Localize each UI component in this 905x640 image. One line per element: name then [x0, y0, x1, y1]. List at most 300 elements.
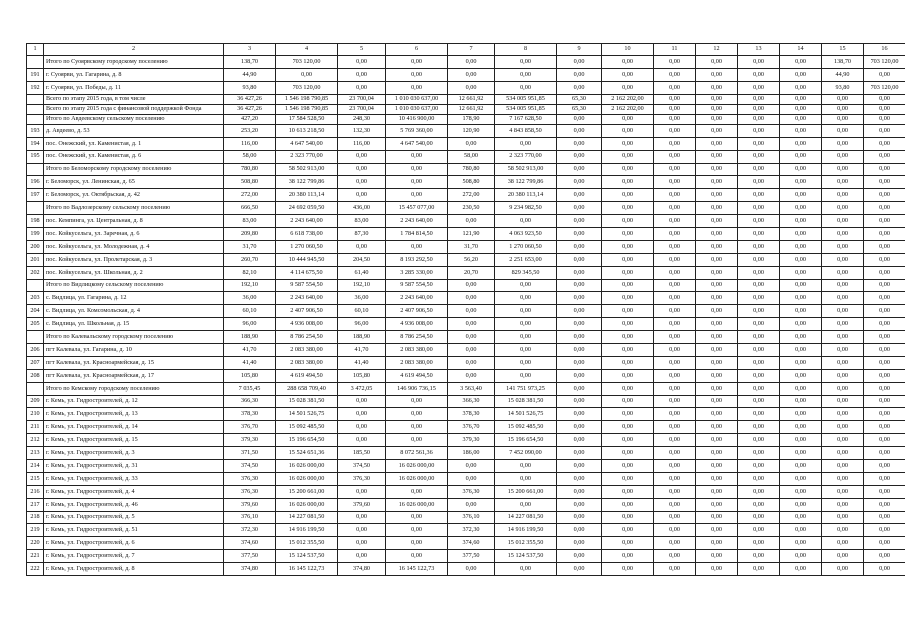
- value-cell: 0,00: [557, 215, 602, 228]
- value-cell: 0,00: [864, 524, 905, 537]
- value-cell: 2 243 640,00: [386, 292, 448, 305]
- value-cell: 0,00: [448, 279, 495, 292]
- value-cell: 41,70: [224, 344, 276, 357]
- value-cell: 0,00: [696, 292, 738, 305]
- value-cell: 0,00: [557, 331, 602, 344]
- value-cell: 0,00: [557, 318, 602, 331]
- value-cell: 0,00: [738, 485, 780, 498]
- value-cell: 0,00: [822, 94, 864, 104]
- value-cell: 0,00: [738, 344, 780, 357]
- value-cell: 192,10: [224, 279, 276, 292]
- value-cell: 0,00: [822, 382, 864, 395]
- value-cell: 0,00: [602, 537, 654, 550]
- value-cell: 0,00: [557, 266, 602, 279]
- value-cell: 15 012 355,50: [495, 537, 557, 550]
- value-cell: 0,00: [696, 460, 738, 473]
- value-cell: 0,00: [780, 369, 822, 382]
- table-row: [27, 292, 905, 305]
- address-cell: Итого по Видлицкому сельскому поселению: [44, 279, 224, 292]
- value-cell: 14 916 199,50: [276, 524, 338, 537]
- value-cell: 0,00: [338, 511, 386, 524]
- value-cell: 0,00: [386, 485, 448, 498]
- value-cell: 0,00: [822, 215, 864, 228]
- value-cell: 0,00: [386, 150, 448, 163]
- address-cell: г. Беломорск, ул. Ленинская, д. 65: [44, 176, 224, 189]
- value-cell: 58 502 913,00: [276, 163, 338, 176]
- value-cell: 4 936 008,00: [386, 318, 448, 331]
- value-cell: 0,00: [780, 81, 822, 94]
- value-cell: 0,00: [696, 382, 738, 395]
- value-cell: 0,00: [557, 81, 602, 94]
- document-page: [26, 43, 899, 576]
- value-cell: 0,00: [495, 137, 557, 150]
- value-cell: 1 010 030 637,00: [386, 104, 448, 114]
- value-cell: 0,00: [557, 563, 602, 576]
- value-cell: 0,00: [654, 331, 696, 344]
- value-cell: 16 026 000,00: [386, 472, 448, 485]
- value-cell: 0,00: [864, 485, 905, 498]
- value-cell: 0,00: [822, 369, 864, 382]
- value-cell: 374,80: [224, 563, 276, 576]
- value-cell: 0,00: [822, 498, 864, 511]
- value-cell: 0,00: [602, 318, 654, 331]
- row-number: 205: [27, 318, 44, 331]
- value-cell: 0,00: [780, 318, 822, 331]
- value-cell: 3 563,40: [448, 382, 495, 395]
- value-cell: 3 472,05: [338, 382, 386, 395]
- value-cell: 0,00: [602, 485, 654, 498]
- value-cell: 0,00: [822, 318, 864, 331]
- address-cell: Итого по Вадлозерскому сельскому поселению: [44, 202, 224, 215]
- value-cell: 0,00: [386, 421, 448, 434]
- value-cell: 0,00: [738, 472, 780, 485]
- value-cell: 0,00: [696, 124, 738, 137]
- value-cell: 0,00: [780, 279, 822, 292]
- value-cell: 7 167 628,50: [495, 114, 557, 124]
- table-row: [27, 215, 905, 228]
- table-row: [27, 550, 905, 563]
- address-cell: Итого по Кемскому городскому поселению: [44, 382, 224, 395]
- value-cell: 0,00: [386, 189, 448, 202]
- value-cell: 0,00: [602, 524, 654, 537]
- value-cell: 0,00: [696, 81, 738, 94]
- value-cell: 0,00: [864, 150, 905, 163]
- value-cell: 1 546 198 790,85: [276, 104, 338, 114]
- subtotal-row: [27, 104, 905, 114]
- value-cell: 0,00: [602, 137, 654, 150]
- value-cell: 0,00: [557, 369, 602, 382]
- value-cell: 0,00: [696, 240, 738, 253]
- value-cell: 0,00: [822, 305, 864, 318]
- value-cell: 0,00: [557, 279, 602, 292]
- value-cell: 0,00: [822, 137, 864, 150]
- value-cell: 0,00: [654, 279, 696, 292]
- table-row: [27, 537, 905, 550]
- value-cell: 0,00: [822, 447, 864, 460]
- value-cell: 0,00: [654, 511, 696, 524]
- row-number: 222: [27, 563, 44, 576]
- address-cell: г. Кемь, ул. Гидростроителей, д. 51: [44, 524, 224, 537]
- value-cell: 374,50: [224, 460, 276, 473]
- value-cell: 0,00: [864, 202, 905, 215]
- value-cell: 83,00: [338, 215, 386, 228]
- value-cell: 15 124 537,50: [495, 550, 557, 563]
- value-cell: 0,00: [495, 56, 557, 69]
- value-cell: 0,00: [602, 550, 654, 563]
- value-cell: 192,10: [338, 279, 386, 292]
- value-cell: 0,00: [696, 447, 738, 460]
- value-cell: 0,00: [557, 114, 602, 124]
- value-cell: 0,00: [495, 563, 557, 576]
- row-number: 210: [27, 408, 44, 421]
- value-cell: 0,00: [780, 150, 822, 163]
- value-cell: 0,00: [557, 408, 602, 421]
- value-cell: 1 784 814,50: [386, 227, 448, 240]
- value-cell: 16 026 000,00: [276, 472, 338, 485]
- row-number: [27, 279, 44, 292]
- value-cell: 15 028 381,50: [495, 395, 557, 408]
- value-cell: 83,00: [224, 215, 276, 228]
- value-cell: 0,00: [864, 305, 905, 318]
- value-cell: 0,00: [557, 163, 602, 176]
- value-cell: 209,80: [224, 227, 276, 240]
- row-number: 207: [27, 356, 44, 369]
- value-cell: 8 786 254,50: [276, 331, 338, 344]
- row-number: 198: [27, 215, 44, 228]
- value-cell: 0,00: [602, 176, 654, 189]
- value-cell: 0,00: [780, 69, 822, 82]
- value-cell: 0,00: [495, 81, 557, 94]
- subtotal-row: [27, 279, 905, 292]
- value-cell: 44,90: [822, 69, 864, 82]
- value-cell: 4 647 540,00: [276, 137, 338, 150]
- value-cell: 376,30: [224, 472, 276, 485]
- value-cell: 0,00: [780, 215, 822, 228]
- value-cell: 15 092 485,50: [276, 421, 338, 434]
- value-cell: 0,00: [738, 69, 780, 82]
- value-cell: 0,00: [696, 395, 738, 408]
- value-cell: 0,00: [654, 369, 696, 382]
- row-number: [27, 94, 44, 104]
- value-cell: 379,30: [224, 434, 276, 447]
- value-cell: 0,00: [696, 94, 738, 104]
- value-cell: 0,00: [864, 240, 905, 253]
- value-cell: 0,00: [448, 56, 495, 69]
- subtotal-row: [27, 163, 905, 176]
- value-cell: 0,00: [557, 69, 602, 82]
- value-cell: 0,00: [822, 537, 864, 550]
- value-cell: 0,00: [864, 279, 905, 292]
- value-cell: 0,00: [738, 202, 780, 215]
- row-number: 195: [27, 150, 44, 163]
- value-cell: 0,00: [696, 104, 738, 114]
- value-cell: 0,00: [557, 240, 602, 253]
- value-cell: 138,70: [822, 56, 864, 69]
- value-cell: 0,00: [780, 460, 822, 473]
- value-cell: 0,00: [822, 563, 864, 576]
- table-row: [27, 563, 905, 576]
- value-cell: 6 618 738,00: [276, 227, 338, 240]
- value-cell: 0,00: [602, 447, 654, 460]
- value-cell: 0,00: [864, 472, 905, 485]
- value-cell: 0,00: [338, 189, 386, 202]
- value-cell: 0,00: [495, 344, 557, 357]
- value-cell: 0,00: [822, 240, 864, 253]
- table-row: [27, 253, 905, 266]
- row-number: [27, 331, 44, 344]
- value-cell: 0,00: [738, 176, 780, 189]
- value-cell: 378,30: [448, 408, 495, 421]
- value-cell: 2 251 653,00: [495, 253, 557, 266]
- value-cell: 1 270 060,50: [495, 240, 557, 253]
- value-cell: 0,00: [822, 189, 864, 202]
- value-cell: 0,00: [738, 511, 780, 524]
- value-cell: 780,80: [224, 163, 276, 176]
- subtotal-row: [27, 331, 905, 344]
- column-number-2: 2: [44, 44, 224, 56]
- value-cell: 0,00: [696, 524, 738, 537]
- value-cell: 4 843 858,50: [495, 124, 557, 137]
- value-cell: 0,00: [864, 537, 905, 550]
- value-cell: 0,00: [495, 215, 557, 228]
- value-cell: 0,00: [780, 124, 822, 137]
- value-cell: 0,00: [602, 240, 654, 253]
- table-row: [27, 266, 905, 279]
- address-cell: пгт Калевала, ул. Красноармейская, д. 17: [44, 369, 224, 382]
- row-number: [27, 56, 44, 69]
- value-cell: 204,50: [338, 253, 386, 266]
- column-number-8: 8: [495, 44, 557, 56]
- value-cell: 703 120,00: [276, 56, 338, 69]
- address-cell: пос. Койкусельга, ул. Школьная, д. 2: [44, 266, 224, 279]
- table-body: [27, 44, 905, 576]
- value-cell: 0,00: [738, 189, 780, 202]
- address-cell: г. Суоярви, ул. Победы, д. 11: [44, 81, 224, 94]
- value-cell: 0,00: [448, 460, 495, 473]
- value-cell: 0,00: [780, 511, 822, 524]
- value-cell: 65,30: [557, 104, 602, 114]
- value-cell: 0,00: [780, 537, 822, 550]
- value-cell: 0,00: [696, 498, 738, 511]
- value-cell: 0,00: [696, 421, 738, 434]
- value-cell: 5 769 360,00: [386, 124, 448, 137]
- value-cell: 0,00: [738, 137, 780, 150]
- row-number: 202: [27, 266, 44, 279]
- value-cell: 0,00: [780, 240, 822, 253]
- value-cell: 0,00: [338, 163, 386, 176]
- value-cell: 0,00: [738, 537, 780, 550]
- value-cell: 253,20: [224, 124, 276, 137]
- value-cell: 0,00: [738, 318, 780, 331]
- value-cell: 0,00: [602, 279, 654, 292]
- value-cell: 374,50: [338, 460, 386, 473]
- address-cell: г. Беломорск, ул. Октябрьская, д. 42: [44, 189, 224, 202]
- value-cell: 2 243 640,00: [276, 215, 338, 228]
- value-cell: 0,00: [822, 227, 864, 240]
- value-cell: 65,30: [557, 94, 602, 104]
- value-cell: 0,00: [696, 472, 738, 485]
- address-cell: с. Видлица, ул. Школьная, д. 15: [44, 318, 224, 331]
- table-row: [27, 421, 905, 434]
- value-cell: 0,00: [386, 240, 448, 253]
- table-row: [27, 227, 905, 240]
- value-cell: 0,00: [654, 447, 696, 460]
- value-cell: 0,00: [602, 150, 654, 163]
- value-cell: 0,00: [602, 292, 654, 305]
- value-cell: 4 619 494,50: [276, 369, 338, 382]
- column-number-3: 3: [224, 44, 276, 56]
- value-cell: 0,00: [780, 356, 822, 369]
- value-cell: 61,40: [338, 266, 386, 279]
- value-cell: 0,00: [864, 189, 905, 202]
- column-number-9: 9: [557, 44, 602, 56]
- value-cell: 376,30: [448, 485, 495, 498]
- value-cell: 16 145 122,73: [386, 563, 448, 576]
- value-cell: 703 120,00: [864, 56, 905, 69]
- value-cell: 0,00: [654, 189, 696, 202]
- value-cell: 0,00: [557, 305, 602, 318]
- value-cell: 0,00: [738, 215, 780, 228]
- value-cell: 0,00: [386, 69, 448, 82]
- value-cell: 0,00: [557, 395, 602, 408]
- row-number: 208: [27, 369, 44, 382]
- value-cell: 0,00: [864, 114, 905, 124]
- value-cell: 0,00: [780, 189, 822, 202]
- value-cell: 0,00: [780, 292, 822, 305]
- row-number: 192: [27, 81, 44, 94]
- value-cell: 0,00: [557, 356, 602, 369]
- value-cell: 0,00: [448, 305, 495, 318]
- value-cell: 0,00: [738, 292, 780, 305]
- value-cell: 20 380 113,14: [495, 189, 557, 202]
- row-number: 217: [27, 498, 44, 511]
- value-cell: 0,00: [864, 498, 905, 511]
- value-cell: 0,00: [654, 137, 696, 150]
- value-cell: 0,00: [557, 498, 602, 511]
- value-cell: 0,00: [602, 408, 654, 421]
- table-row: [27, 124, 905, 137]
- value-cell: 0,00: [864, 563, 905, 576]
- value-cell: 38 122 799,86: [276, 176, 338, 189]
- value-cell: 7 035,45: [224, 382, 276, 395]
- value-cell: 16 026 000,00: [276, 460, 338, 473]
- value-cell: 379,60: [338, 498, 386, 511]
- value-cell: 15 196 654,50: [276, 434, 338, 447]
- value-cell: 0,00: [448, 215, 495, 228]
- value-cell: 0,00: [864, 266, 905, 279]
- column-number-12: 12: [696, 44, 738, 56]
- value-cell: 0,00: [738, 331, 780, 344]
- value-cell: 0,00: [338, 408, 386, 421]
- value-cell: 0,00: [864, 318, 905, 331]
- value-cell: 0,00: [738, 421, 780, 434]
- value-cell: 0,00: [738, 447, 780, 460]
- value-cell: 0,00: [696, 253, 738, 266]
- row-number: [27, 114, 44, 124]
- value-cell: 0,00: [448, 356, 495, 369]
- value-cell: 0,00: [780, 253, 822, 266]
- value-cell: 0,00: [602, 227, 654, 240]
- value-cell: 8 786 254,50: [386, 331, 448, 344]
- value-cell: 14 501 526,75: [276, 408, 338, 421]
- value-cell: 0,00: [495, 460, 557, 473]
- value-cell: 138,70: [224, 56, 276, 69]
- value-cell: 188,90: [338, 331, 386, 344]
- value-cell: 0,00: [864, 408, 905, 421]
- value-cell: 534 005 951,85: [495, 104, 557, 114]
- value-cell: 58,00: [224, 150, 276, 163]
- address-cell: д. Авдеево, д. 53: [44, 124, 224, 137]
- value-cell: 1 546 198 790,85: [276, 94, 338, 104]
- value-cell: 376,30: [224, 485, 276, 498]
- value-cell: 24 692 059,50: [276, 202, 338, 215]
- value-cell: 0,00: [654, 202, 696, 215]
- value-cell: 2 323 770,00: [495, 150, 557, 163]
- address-cell: г. Кемь, ул. Гидростроителей, д. 15: [44, 434, 224, 447]
- value-cell: 0,00: [448, 292, 495, 305]
- value-cell: 15 524 651,36: [276, 447, 338, 460]
- value-cell: 0,00: [738, 240, 780, 253]
- value-cell: 36,00: [224, 292, 276, 305]
- value-cell: 0,00: [386, 524, 448, 537]
- value-cell: 0,00: [738, 114, 780, 124]
- value-cell: 379,30: [448, 434, 495, 447]
- value-cell: 82,10: [224, 266, 276, 279]
- address-cell: пос. Койкусельга, ул. Молодежная, д. 4: [44, 240, 224, 253]
- value-cell: 17 584 528,50: [276, 114, 338, 124]
- value-cell: 0,00: [780, 382, 822, 395]
- row-number: 200: [27, 240, 44, 253]
- address-cell: г. Кемь, ул. Гидростроителей, д. 4: [44, 485, 224, 498]
- value-cell: 0,00: [738, 498, 780, 511]
- value-cell: 0,00: [696, 114, 738, 124]
- value-cell: 374,80: [338, 563, 386, 576]
- value-cell: 0,00: [602, 81, 654, 94]
- value-cell: 7 452 090,00: [495, 447, 557, 460]
- value-cell: 0,00: [557, 202, 602, 215]
- value-cell: 12 661,92: [448, 104, 495, 114]
- column-number-14: 14: [780, 44, 822, 56]
- column-number-6: 6: [386, 44, 448, 56]
- address-cell: пос. Койкусельга, ул. Пролетарская, д. 3: [44, 253, 224, 266]
- value-cell: 0,00: [738, 369, 780, 382]
- value-cell: 0,00: [386, 163, 448, 176]
- value-cell: 0,00: [448, 498, 495, 511]
- value-cell: 0,00: [738, 434, 780, 447]
- value-cell: 0,00: [822, 395, 864, 408]
- value-cell: 0,00: [602, 202, 654, 215]
- value-cell: 0,00: [780, 202, 822, 215]
- value-cell: 0,00: [654, 460, 696, 473]
- value-cell: 0,00: [338, 176, 386, 189]
- value-cell: 15 200 661,00: [276, 485, 338, 498]
- subtotal-row: [27, 114, 905, 124]
- value-cell: 0,00: [864, 69, 905, 82]
- value-cell: 0,00: [338, 434, 386, 447]
- value-cell: 15 028 381,50: [276, 395, 338, 408]
- value-cell: 0,00: [822, 163, 864, 176]
- value-cell: 0,00: [338, 150, 386, 163]
- row-number: 194: [27, 137, 44, 150]
- row-number: 199: [27, 227, 44, 240]
- row-number: 218: [27, 511, 44, 524]
- value-cell: 0,00: [822, 266, 864, 279]
- value-cell: 15 200 661,00: [495, 485, 557, 498]
- value-cell: 9 587 554,50: [386, 279, 448, 292]
- value-cell: 2 323 770,00: [276, 150, 338, 163]
- value-cell: 377,50: [448, 550, 495, 563]
- value-cell: 0,00: [864, 253, 905, 266]
